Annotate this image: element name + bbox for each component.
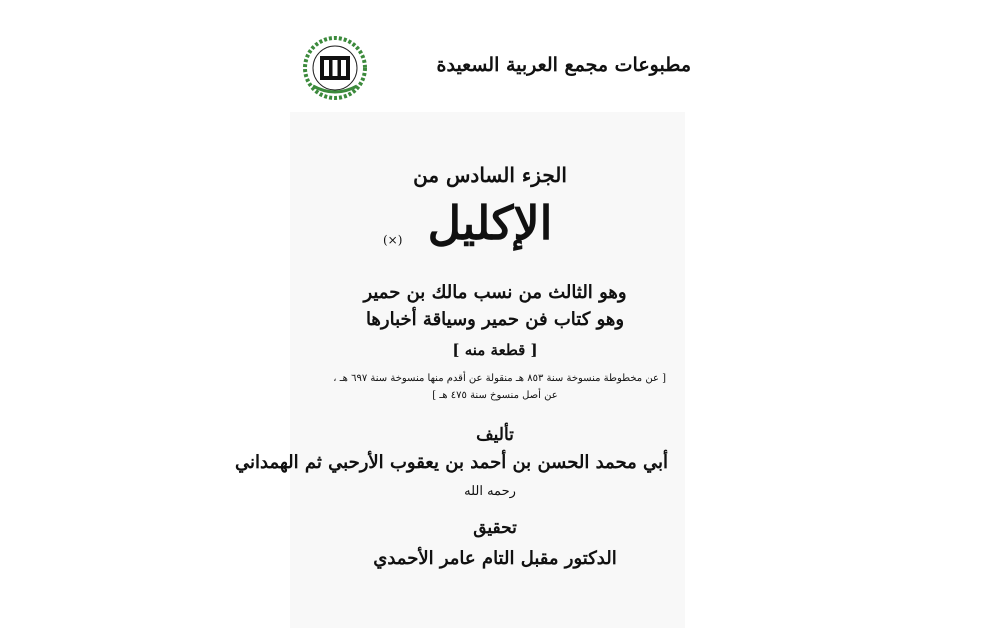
- author-label: تأليف: [476, 425, 514, 445]
- fragment-note: [ قطعة منه ]: [452, 341, 538, 359]
- rip-phrase: رحمه الله: [464, 484, 516, 499]
- academy-emblem-icon: [303, 36, 367, 100]
- book-title: الإكليل: [427, 196, 553, 250]
- editor-name: الدكتور مقبل التام عامر الأحمدي: [373, 548, 617, 569]
- author-name: أبي محمد الحسن بن أحمد بن يعقوب الأرحبي ثم الهمداني: [234, 452, 668, 473]
- editor-label: تحقيق: [473, 518, 517, 538]
- manuscript-note-line-2: عن أصل منسوخ سنة ٤٧٥ هـ ]: [432, 390, 558, 401]
- subtitle-line-1: وهو الثالث من نسب مالك بن حمير: [363, 282, 627, 303]
- subtitle-line-2: وهو كتاب فن حمير وسياقة أخبارها: [365, 309, 625, 330]
- title-honorific-mark: (×): [383, 233, 403, 247]
- volume-label: الجزء السادس من: [413, 163, 567, 187]
- manuscript-note-line-1: [ عن مخطوطة منسوخة سنة ٨٥٣ هـ منقولة عن أقدم منها منسوخة سنة ٦٩٧ هـ ،: [333, 373, 666, 384]
- publisher-line: مطبوعات مجمع العربية السعيدة: [436, 54, 691, 76]
